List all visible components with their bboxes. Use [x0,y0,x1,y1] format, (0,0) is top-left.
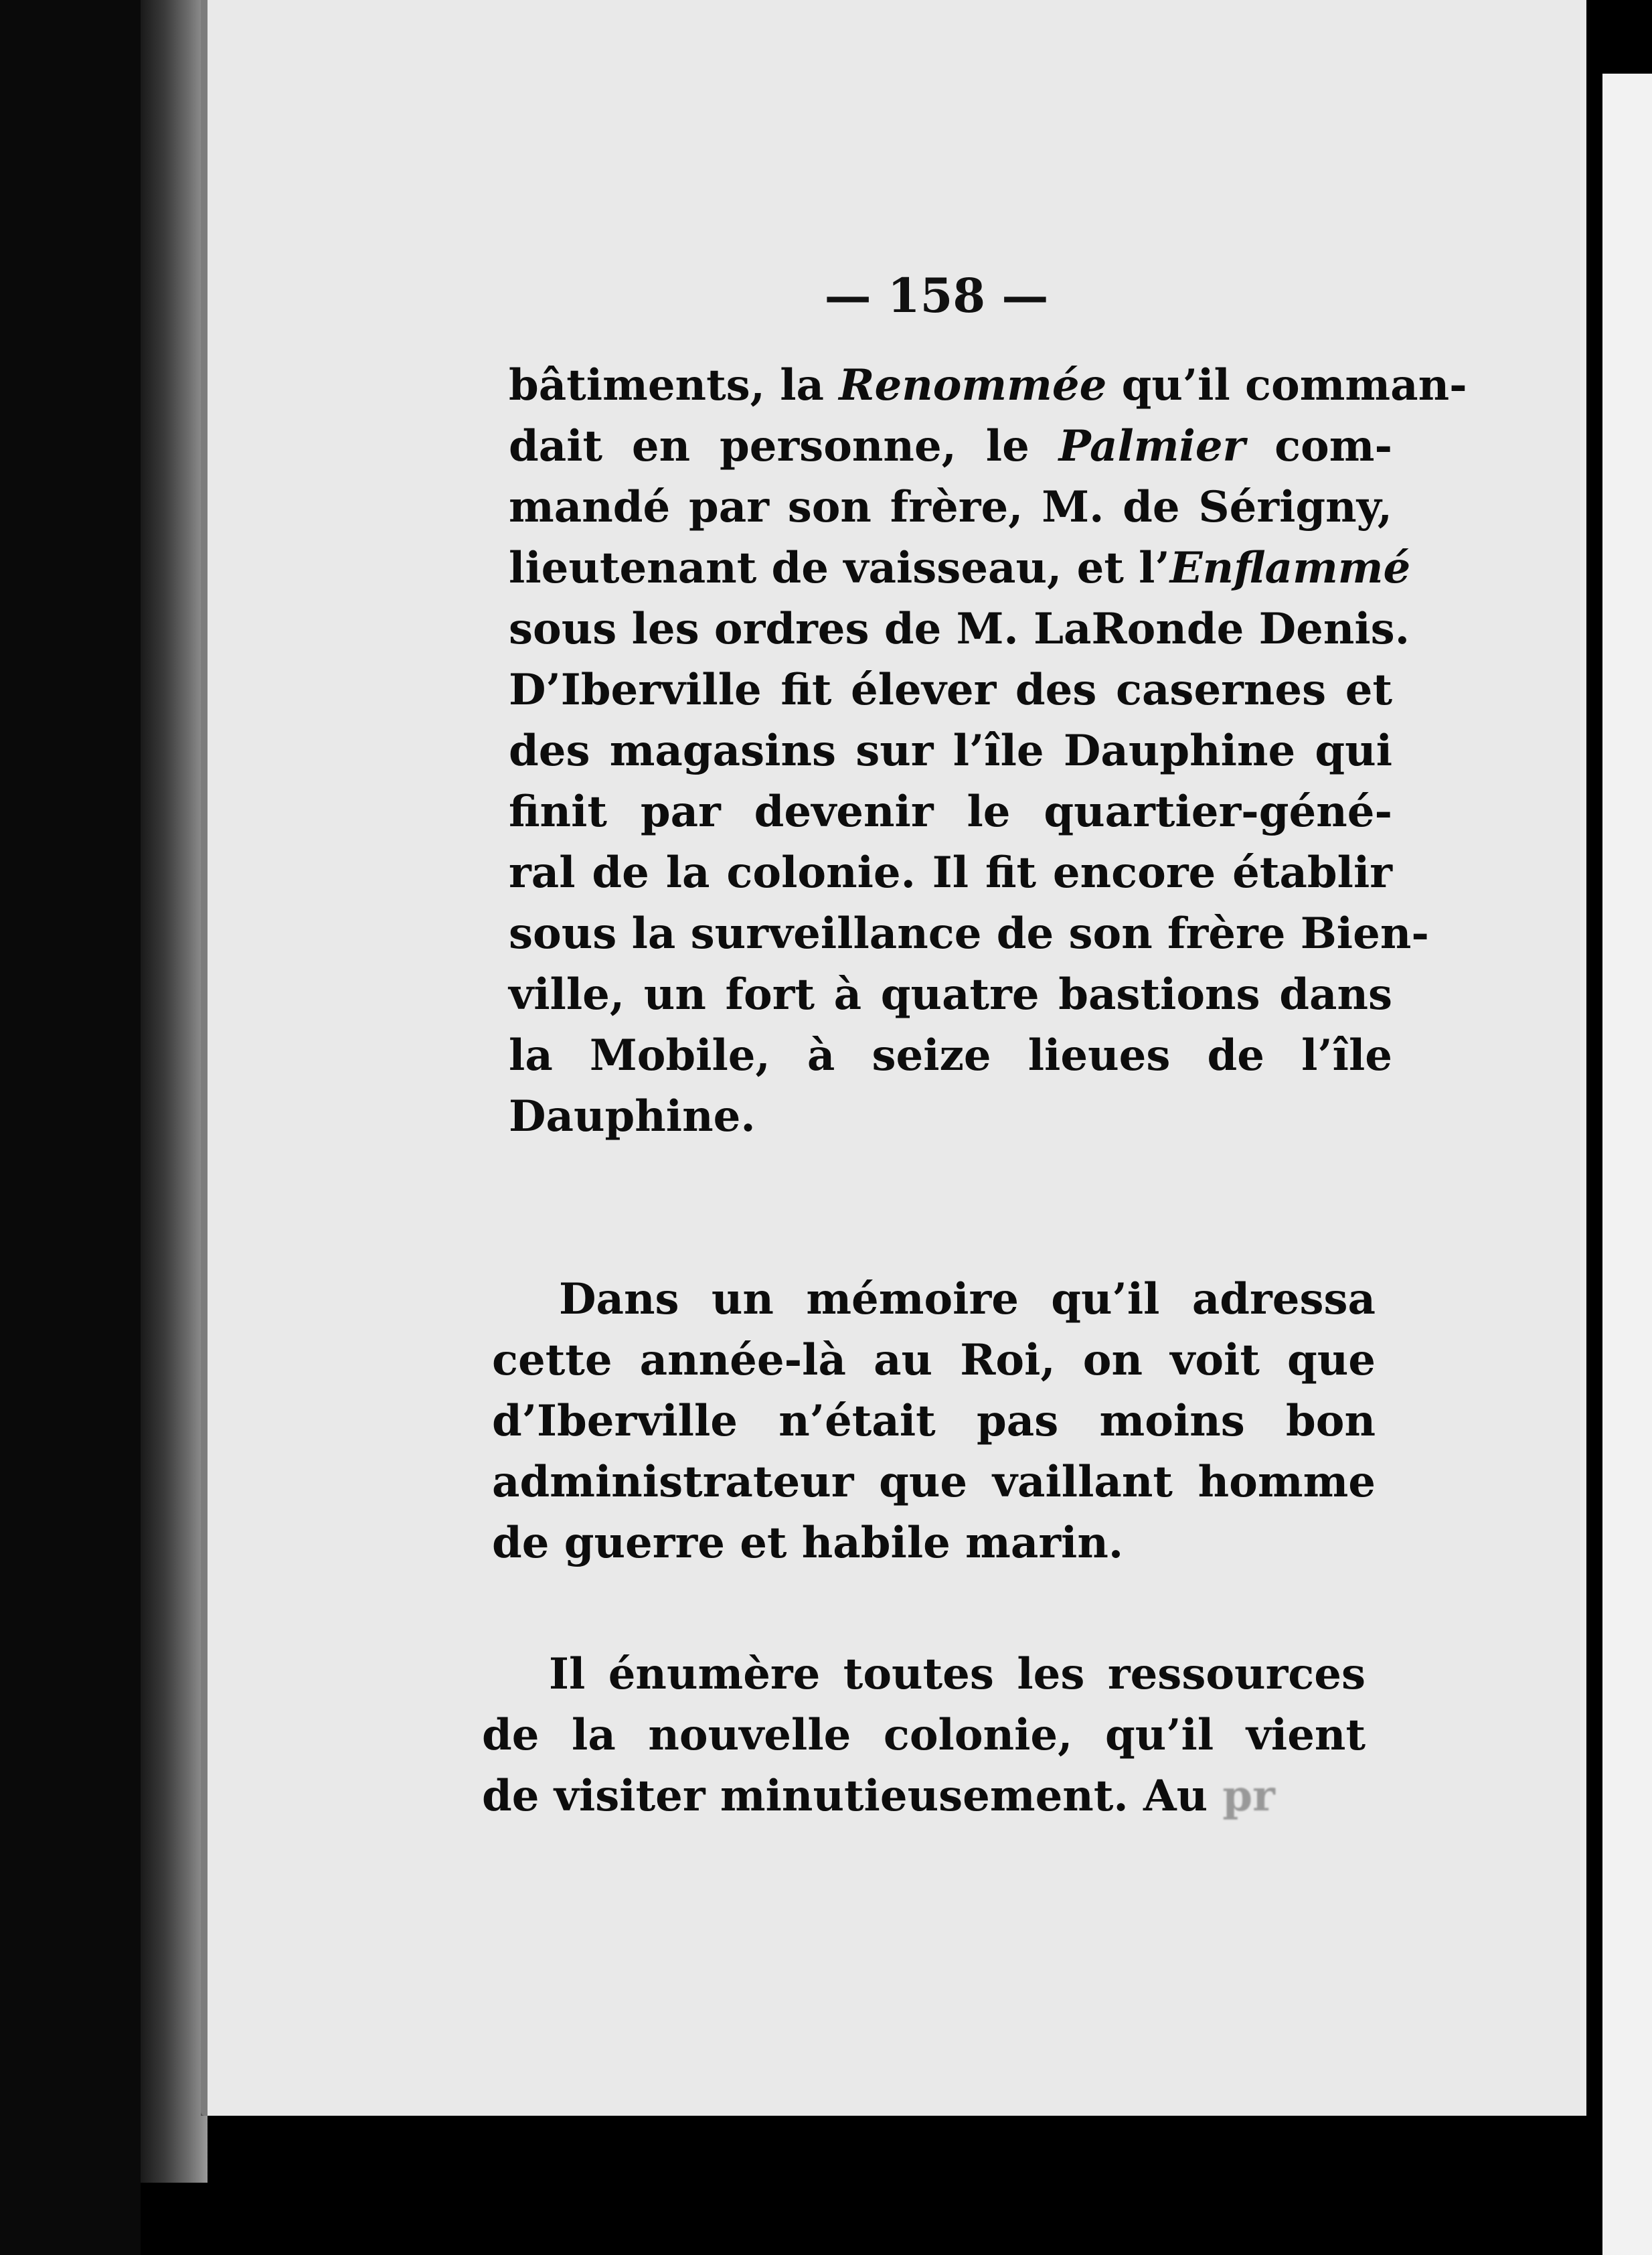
text-line: dait en personne, le Palmier com- [509,421,1392,471]
text-line: de guerre et habile marin. [492,1518,1124,1568]
text-line: sous les ordres de M. LaRonde Denis. [509,604,1410,654]
text-line: Dauphine. [509,1091,756,1142]
text-line: de la nouvelle colonie, qu’il vient [482,1710,1366,1760]
page-number: — 158 — [824,268,1049,323]
text-line: d’Iberville n’était pas moins bon [492,1396,1376,1446]
text-line: administrateur que vaillant homme [492,1457,1376,1507]
text-line: sous la surveillance de son frère Bien- [509,909,1429,959]
text-line: des magasins sur l’île Dauphine qui [509,726,1392,776]
text-line: ral de la colonie. Il fit encore établir [509,848,1392,898]
text-line: mandé par son frère, M. de Sérigny, [509,482,1392,532]
text-line: Il énumère toutes les ressources [549,1649,1366,1699]
facing-page-edge [1593,74,1652,2255]
text-line: D’Iberville fit élever des casernes et [509,665,1392,715]
text-line: ville, un fort à quatre bastions dans [509,969,1392,1020]
book-edge [141,0,208,2183]
text-line: de visiter minutieusement. Au pr [482,1771,1275,1821]
text-line: finit par devenir le quartier-géné- [509,787,1392,837]
text-line: lieutenant de vaisseau, et l’Enflammé [509,543,1411,593]
paragraph-1 [509,355,1467,1147]
text-line: Dans un mémoire qu’il adressa [559,1274,1376,1324]
paragraph-3 [482,1644,1366,1826]
text-line: bâtiments, la Renommée qu’il comman- [509,360,1467,410]
text-line: cette année-là au Roi, on voit que [492,1335,1376,1385]
text-line: la Mobile, à seize lieues de l’île [509,1030,1392,1081]
paragraph-2 [492,1269,1376,1573]
scan-background [0,0,141,2255]
